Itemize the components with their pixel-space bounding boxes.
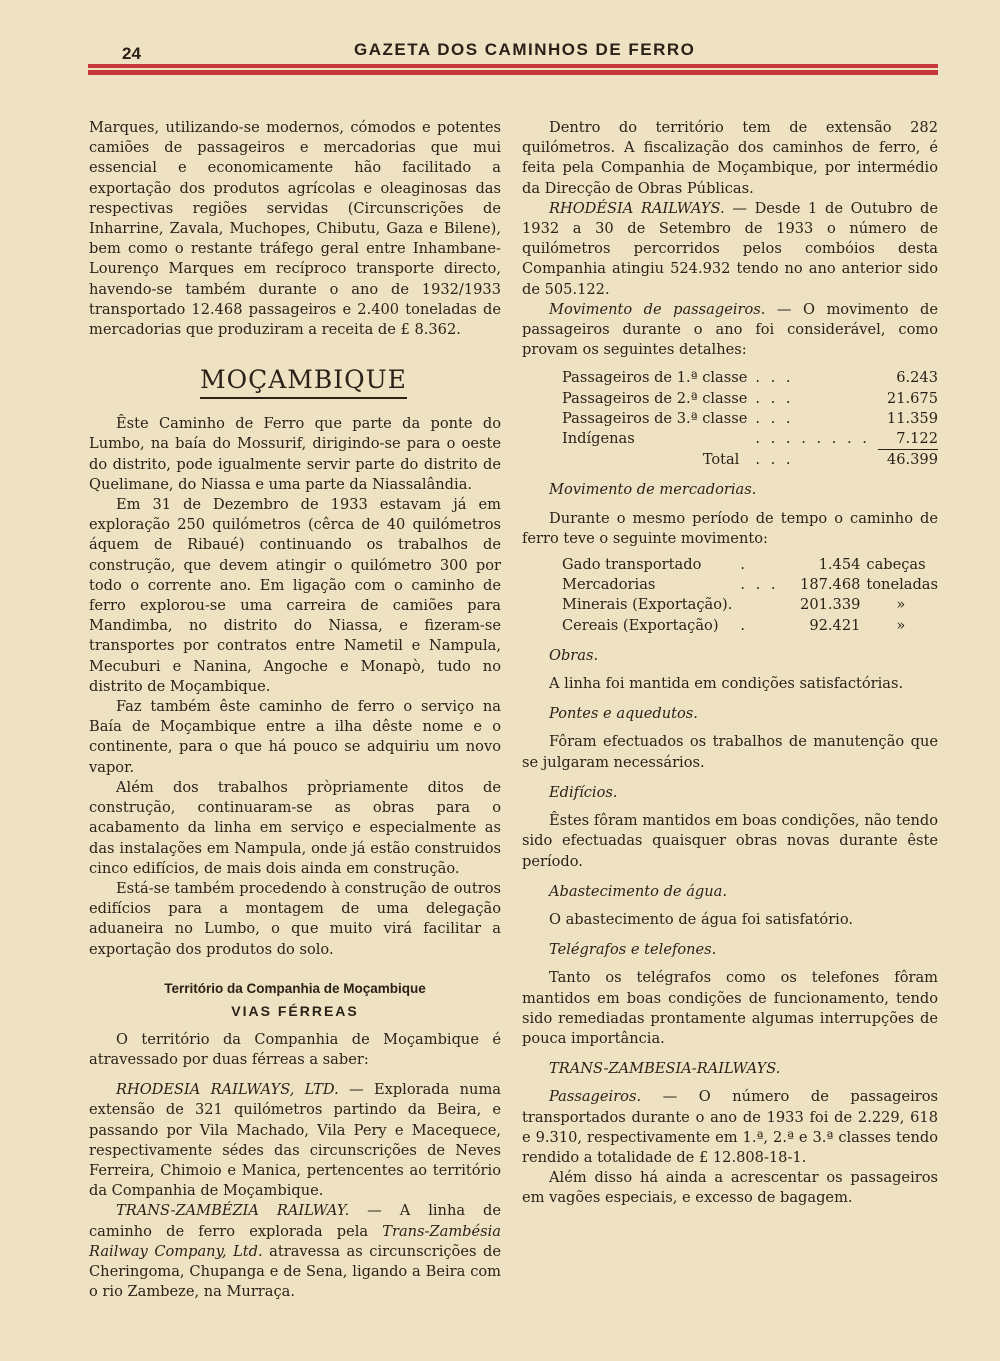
subheading-railways: VIAS FÉRREAS — [231, 1002, 359, 1019]
paragraph: Êste Caminho de Ferro que parte da ponte do Lumbo, na baía do Mossurif, dirigindo-se para o oeste do distrito, pode igualmente servir parte do distrito de Quelimane, do Niassa e uma parte da Niassalândia. — [89, 415, 501, 493]
paragraph: Faz também êste caminho de ferro o serviço na Baía de Moçambique entre a ilha dêste nome e o continente, para o que há pouco se adquiriu um novo vapor. — [89, 698, 501, 776]
railway-name: RHODÉSIA RAILWAYS. — [549, 199, 725, 217]
row-value: 1.454 — [818, 556, 861, 574]
row-dots — [732, 595, 786, 615]
paragraph: Além dos trabalhos pròpriamente ditos de construção, continuaram-se as obras para o acabamento da linha em serviço e especialmente as das instalações em Nampula, onde já estão construidos cinco edifícios, de mais dois ainda em construção. — [89, 778, 501, 877]
table-row — [562, 409, 938, 429]
table-row — [562, 616, 938, 636]
paragraph-text: — Desde 1 de Outubro de 1932 a 30 de Setembro de 1933 o número de quilómetros percorridos pelos combóios desta Companhia atingiu 524.932 tendo no ano anterior sido de 505.122. — [522, 199, 938, 298]
row-label: Gado transportado — [562, 556, 702, 574]
paragraph-text: — O movimento de passageiros durante o ano foi considerável, como provam os seguintes detalhes: — [522, 300, 938, 359]
paragraph: Durante o mesmo período de tempo o caminho de ferro teve o seguinte movimento: — [522, 509, 938, 547]
page-number: 24 — [122, 44, 141, 63]
row-value: 201.339 — [800, 596, 861, 614]
row-dots: . — [740, 556, 748, 574]
table-row — [562, 389, 938, 409]
row-label: Mercadorias — [562, 576, 656, 594]
row-label: Cereais (Exportação) — [562, 616, 719, 634]
paragraph — [522, 300, 938, 361]
paragraph-text: — O número de passageiros transportados durante o ano de 1933 foi de 2.229, 618 e 9.310, respectivamente em 1.ª, 2.ª e 3.ª classes tendo rendido a totalidade de £ 12.808-18-1. — [522, 1088, 938, 1166]
row-unit: toneladas — [866, 576, 938, 594]
row-dots: . . . — [755, 369, 794, 387]
section-subheading: TRANS-ZAMBESIA-RAILWAYS. — [549, 1060, 781, 1078]
row-dots: . . . — [740, 576, 779, 594]
row-value: 7.122 — [878, 429, 938, 450]
left-column — [89, 118, 501, 1302]
item-heading: Pontes e aquedutos. — [549, 705, 698, 723]
paragraph: O território da Companhia de Moçambique é atravessado por duas férreas a saber: — [89, 1030, 501, 1068]
paragraph — [522, 199, 938, 300]
railway-name: TRANS-ZAMBÉZIA RAILWAY. — [116, 1202, 350, 1220]
journal-title: GAZETA DOS CAMINHOS DE FERRO — [354, 40, 696, 59]
paragraph: Marques, utilizando-se modernos, cómodos e potentes camiões de passageiros e mercadorias que mui essencial e economicamente hão facilitado a exportação dos produtos agrícolas e oleaginosas das respectivas regiões servidas (Circunscrições de Inharrine, Zavala, Muchopes, Chibutu, Gaza e Bilene), bem como o restante tráfego geral entre Inhambane-Lourenço Marques em recíproco transporte directo, havendo-se também durante o ano de 1932/1933 transportado 12.468 passageiros e 2.400 toneladas de mercadorias que produziram a receita de £ 8.362. — [89, 119, 501, 339]
row-dots: . . . — [755, 409, 794, 427]
right-column — [522, 118, 938, 1209]
row-unit: cabeças — [866, 556, 926, 574]
paragraph: Em 31 de Dezembro de 1933 estavam já em exploração 250 quilómetros (cêrca de 40 quilómetros áquem de Ribaué) continuando os trabalhos de construção, que devem atingir o quilómetro 300 por todo o corrente ano. Em ligação com o caminho de ferro explorou-se uma carreira de camiões para Mandimba, no distrito do Niassa, e fizeram-se transportes por contratos entre Nametil e Nampula, Mecuburi e Nanina, Angoche e Monapò, tudo no distrito de Moçambique. — [89, 496, 501, 695]
goods-table — [562, 555, 938, 636]
total-label: Total — [702, 451, 740, 468]
item-heading: Passageiros. — [549, 1088, 642, 1106]
row-value: 21.675 — [886, 389, 938, 407]
row-value: 187.468 — [800, 576, 861, 594]
row-label: Passageiros de 1.ª classe — [562, 369, 748, 387]
row-label: Passageiros de 2.ª classe — [562, 389, 748, 407]
table-row — [562, 595, 938, 615]
paragraph — [89, 1080, 501, 1201]
paragraph: Além disso há ainda a acrescentar os passageiros em vagões especiais, e excesso de bagagem. — [522, 1169, 938, 1207]
paragraph: Êstes fôram mantidos em boas condições, não tendo sido efectuadas quaisquer obras novas durante êste período. — [522, 812, 938, 870]
table-row — [562, 575, 938, 595]
table-row — [562, 429, 938, 450]
item-heading: Obras. — [549, 646, 599, 664]
item-heading: Telégrafos e telefones. — [549, 941, 717, 959]
row-unit: » — [896, 616, 906, 634]
paragraph-text: atravessa as circunscrições de Cheringoma, Chupanga e de Sena, ligando a Beira com o rio Zambeze, na Murraça. — [89, 1242, 501, 1301]
paragraph: O abastecimento de água foi satisfatório. — [549, 910, 854, 928]
paragraph — [89, 1201, 501, 1302]
paragraph — [522, 1087, 938, 1168]
item-heading: Movimento de mercadorias. — [549, 481, 757, 499]
table-row-total — [562, 450, 938, 471]
table-row — [562, 368, 938, 388]
row-dots: . . . — [755, 451, 794, 468]
railway-name: RHODESIA RAILWAYS, LTD. — [116, 1081, 339, 1099]
table-row — [562, 555, 938, 575]
item-heading: Movimento de passageiros. — [549, 300, 766, 318]
item-heading: Edifícios. — [549, 783, 618, 801]
total-value: 46.399 — [886, 451, 938, 469]
row-label: Minerais (Exportação). — [562, 596, 733, 614]
paragraph: A linha foi mantida em condições satisfactórias. — [549, 675, 904, 693]
paragraph-text: — A linha de caminho de ferro explorada pela — [89, 1202, 501, 1240]
item-heading: Abastecimento de água. — [549, 882, 727, 900]
row-value: 6.243 — [896, 369, 938, 387]
row-unit: » — [896, 596, 906, 614]
row-dots: . . . — [755, 389, 794, 407]
row-dots: . . . . . . . . — [755, 430, 870, 448]
paragraph: Tanto os telégrafos como os telefones fôram mantidos em boas condições de funcionamento, tendo sido remediadas prontamente algumas interrupções de pouca importância. — [522, 969, 938, 1047]
paragraph: Dentro do território tem de extensão 282 quilómetros. A fiscalização dos caminhos de ferro, é feita pela Companhia de Moçambique, por intermédio da Direcção de Obras Públicas. — [522, 119, 938, 197]
paragraph: Fôram efectuados os trabalhos de manutenção que se julgaram necessários. — [522, 733, 938, 771]
company-name: Trans-Zambésia Railway Company, Ltd. — [89, 1222, 501, 1260]
row-value: 11.359 — [886, 409, 938, 427]
row-dots: . — [740, 616, 748, 634]
section-heading: MOÇAMBIQUE — [200, 365, 407, 399]
paragraph: Está-se também procedendo à construção de outros edifícios para a montagem de uma delegação aduaneira no Lumbo, o que muito virá facilitar a exportação dos produtos do solo. — [89, 879, 501, 958]
subheading-territory: Território da Companhia de Moçambique — [164, 980, 426, 996]
passenger-table — [562, 368, 938, 470]
paragraph-text: — Explorada numa extensão de 321 quilómetros partindo da Beira, e passando por Vila Machado, Vila Pery e Macequece, respectivamente sédes das circunscrições de Neves Ferreira, Chimoio e Manica, pertencentes ao território da Companhia de Moçambique. — [89, 1081, 501, 1200]
row-label: Passageiros de 3.ª classe — [562, 409, 748, 427]
row-label: Indígenas — [562, 430, 635, 448]
header-rule-bottom — [88, 70, 938, 75]
row-value: 92.421 — [809, 616, 861, 634]
header-rule-top — [88, 64, 938, 68]
